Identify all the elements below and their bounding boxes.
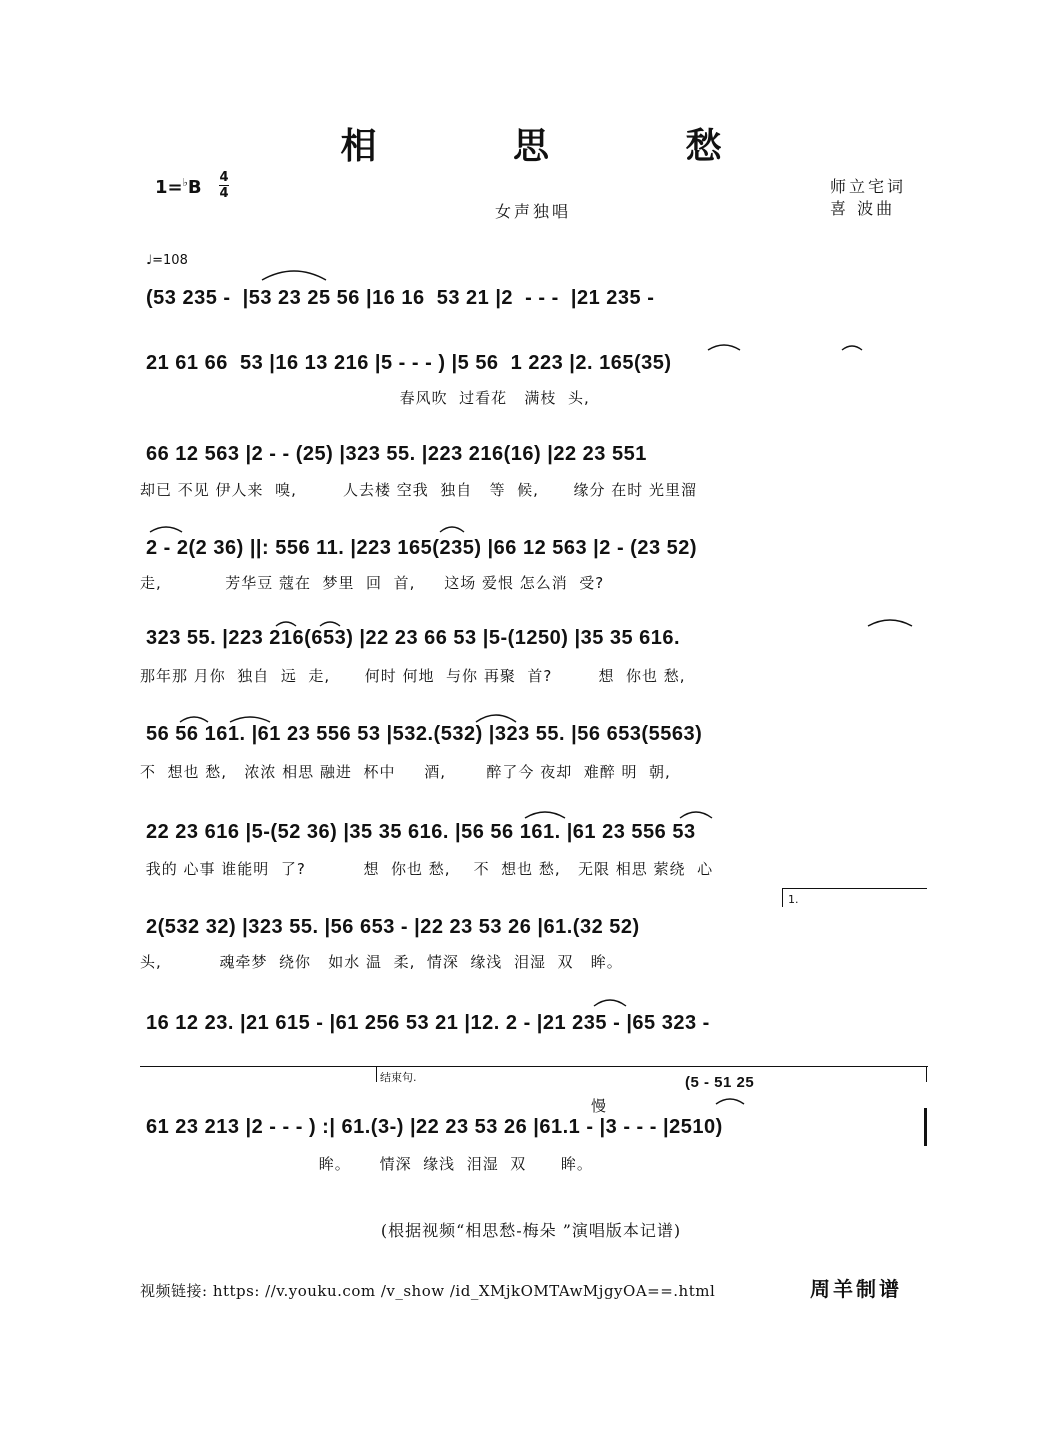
key-prefix: 1= [155, 177, 183, 198]
slur-7 [320, 622, 340, 626]
lyrics-row-10: 眸。 情深 缘浅 泪湿 双 眸。 [140, 1155, 593, 1173]
slur-9 [180, 717, 208, 722]
source-note: (根据视频“相思愁-梅朵 ”演唱版本记谱) [380, 1221, 682, 1240]
key-tonic: B [187, 177, 202, 198]
notation-row-2: 21 61 66 53 |16 13 216 |5 - - - ) |5 56 1 223 |2. 165(35) [146, 352, 672, 374]
song-title: 相 思 愁 [340, 125, 784, 167]
slur-1 [262, 271, 326, 280]
time-signature-top: 4 [219, 170, 229, 185]
ending-label: 结束句. [380, 1071, 417, 1084]
notation-row-5: 323 55. |223 216(653) |22 23 66 53 |5-(1250) |35 35 616. [146, 627, 681, 649]
tempo-slow-mark: 慢 [591, 1097, 608, 1115]
volta-1-label: 1. [788, 893, 799, 906]
lyrics-row-8: 头, 魂牵梦 绕你 如水 温 柔, 情深 缘浅 泪湿 双 眸。 [140, 953, 623, 971]
slur-15 [716, 1099, 744, 1104]
slur-6 [276, 622, 296, 626]
slur-10 [230, 717, 270, 722]
slur-13 [680, 812, 712, 818]
slur-3 [842, 346, 862, 350]
slur-12 [525, 812, 565, 818]
slur-4 [150, 527, 182, 532]
slur-8 [868, 620, 912, 626]
slur-2 [708, 345, 740, 350]
lyrics-row-3: 却已 不见 伊人来 嗅, 人去楼 空我 独自 等 候, 缘分 在时 光里溜 [140, 481, 698, 499]
notation-row-8: 2(532 32) |323 55. |56 653 - |22 23 53 26 |61.(32 52) [146, 916, 640, 938]
notation-row-6: 56 56 161. |61 23 556 53 |532.(532) |323 55. |56 653(5563) [146, 723, 703, 745]
notation-row-7: 22 23 616 |5-(52 36) |35 35 616. |56 56 161. |61 23 556 53 [146, 821, 696, 843]
flat-sign: ♭ [182, 176, 188, 189]
performance-style: 女声独唱 [495, 202, 572, 221]
notation-row-10: 61 23 213 |2 - - - ) :| 61.(3-) |22 23 53 26 |61.1 - |3 - - - |2510) [146, 1116, 723, 1138]
lyrics-row-5: 那年那 月你 独自 远 走, 何时 何地 与你 再聚 首? 想 你也 愁, [140, 667, 686, 685]
composer-credit: 喜 波曲 [830, 199, 896, 218]
tempo-marking: ♩=108 [146, 253, 188, 268]
lyrics-row-6: 不 想也 愁, 浓浓 相思 融进 杯中 酒, 醉了今 夜却 难醉 明 朝, [140, 763, 671, 781]
slur-14 [594, 1000, 626, 1006]
lyricist-credit: 师立宅词 [830, 177, 907, 196]
notation-row-3: 66 12 563 |2 - - (25) |323 55. |223 216(16) |22 23 551 [146, 443, 647, 465]
video-link[interactable]: 视频链接: https: //v.youku.com /v_show /id_XMjkOMTAwMjgyOA==.html [140, 1282, 716, 1300]
slur-5 [440, 527, 464, 532]
coda-intro-notes: (5 - 51 25 [685, 1074, 755, 1091]
notation-row-1: (53 235 - |53 23 25 56 |16 16 53 21 |2 - - - |21 235 - [146, 287, 655, 309]
lyrics-row-2: 春风吹 过看花 满枝 头, [140, 389, 590, 407]
lyrics-row-7: 我的 心事 谁能明 了? 想 你也 愁, 不 想也 愁, 无限 相思 萦绕 心 [140, 860, 714, 878]
notation-row-4: 2 - 2(2 36) ||: 556 11. |223 165(235) |66 12 563 |2 - (23 52) [146, 537, 698, 559]
transcriber-seal: 周羊制谱 [810, 1277, 902, 1301]
time-signature-bottom: 4 [219, 186, 229, 201]
slur-11 [476, 715, 516, 722]
lyrics-row-4: 走, 芳华豆 蔻在 梦里 回 首, 这场 爱恨 怎么消 受? [140, 574, 605, 592]
notation-row-9: 16 12 23. |21 615 - |61 256 53 21 |12. 2 - |21 235 - |65 323 - [146, 1012, 710, 1034]
